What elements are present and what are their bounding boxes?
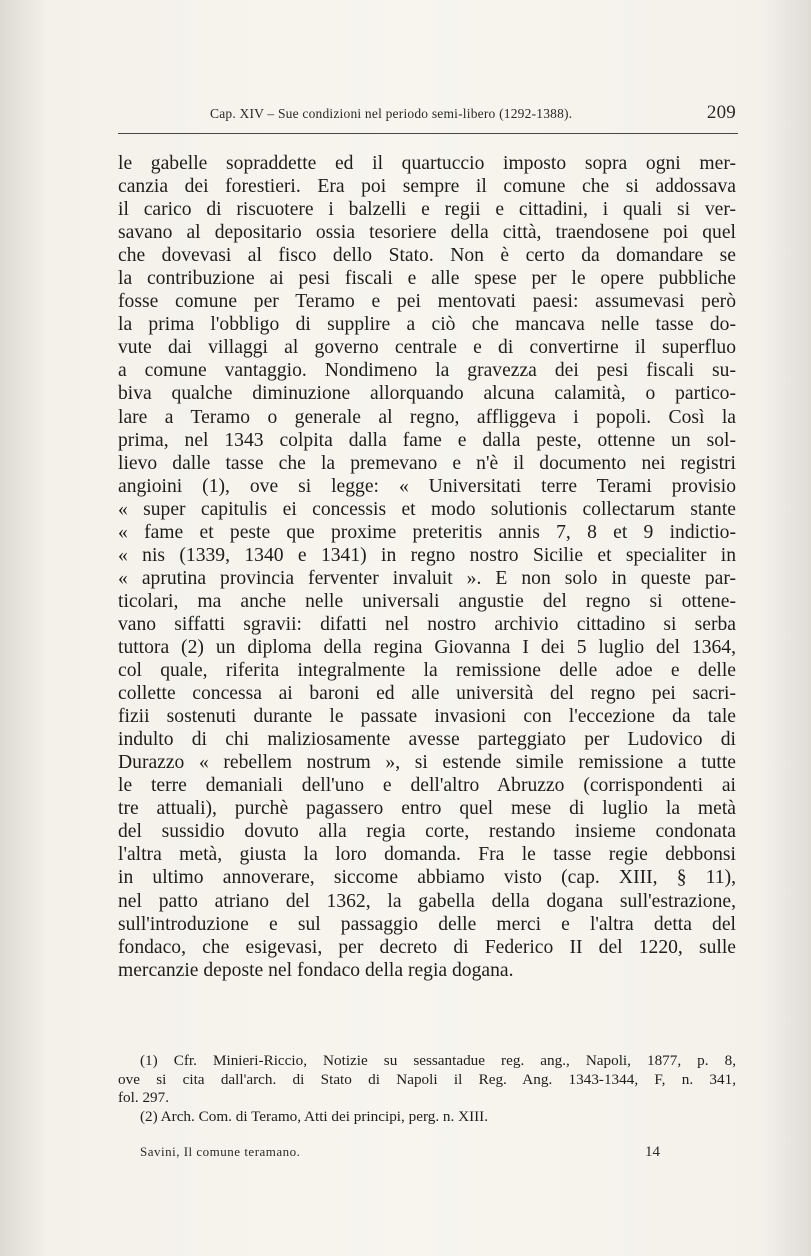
text-line: col quale, riferita integralmente la remissione delle adoe e delle <box>118 660 736 682</box>
footnotes <box>118 1052 736 1126</box>
text-line: che dovevasi al fisco dello Stato. Non è certo da domandare se <box>118 245 736 267</box>
text-line: ticolari, ma anche nelle universali angustie del regno si ottene- <box>118 590 736 612</box>
text-line: « super capitulis ei concessis et modo solutionis collectarum stante <box>118 498 736 520</box>
text-line: « aprutina provincia ferventer invaluit ». E non solo in queste par- <box>118 567 736 589</box>
page-number: 209 <box>706 102 736 123</box>
text-line: il carico di riscuotere i balzelli e regii e cittadini, i quali si ver- <box>118 199 736 221</box>
text-line: tre attuali), purchè pagassero entro quel mese di luglio la metà <box>118 798 736 820</box>
text-line: la contribuzione ai pesi fiscali e alle spese per le opere pubbliche <box>118 268 736 290</box>
text-line: fosse comune per Teramo e pei mentovati paesi: assumevasi però <box>118 291 736 313</box>
text-line: biva qualche diminuzione allorquando alcuna calamità, o partico- <box>118 383 736 405</box>
text-line: la prima l'obbligo di supplire a ciò che mancava nelle tasse do- <box>118 314 736 336</box>
footnote-line: (1) Cfr. Minieri-Riccio, Notizie su sessantadue reg. ang., Napoli, 1877, p. 8, <box>140 1052 736 1069</box>
text-line: vano siffatti sgravii: difatti nel nostro archivio cittadino si serba <box>118 613 736 635</box>
text-line: collette concessa ai baroni ed alle università del regno pei sacri- <box>118 683 736 705</box>
footnote-line: fol. 297. <box>118 1089 170 1106</box>
signature-author: Savini, Il comune teramano. <box>140 1144 301 1159</box>
text-line: le terre demaniali dell'uno e dell'altro Abruzzo (corrispondenti ai <box>118 775 736 797</box>
body-text <box>118 152 736 982</box>
text-line: « nis (1339, 1340 e 1341) in regno nostro Sicilie et specialiter in <box>118 544 736 566</box>
text-line: lievo dalle tasse che la premevano e n'è il documento nei registri <box>118 452 736 474</box>
header-rule <box>118 133 738 134</box>
text-line: mercanzie deposte nel fondaco della regia dogana. <box>118 959 514 981</box>
text-line: in ultimo annoverare, siccome abbiamo visto (cap. XIII, § 11), <box>118 867 736 889</box>
text-line: nel patto atriano del 1362, la gabella della dogana sull'estrazione, <box>118 890 736 912</box>
chapter-header-title: Cap. XIV – Sue condizioni nel periodo semi-libero (1292-1388). <box>210 106 573 121</box>
text-line: tuttora (2) un diploma della regina Giovanna I dei 5 luglio del 1364, <box>118 636 736 658</box>
footnote-line: (2) Arch. Com. di Teramo, Atti dei principi, perg. n. XIII. <box>140 1107 489 1125</box>
text-line: fizii sostenuti durante le passate invasioni con l'eccezione da tale <box>118 706 736 728</box>
text-line: del sussidio dovuto alla regia corte, restando insieme condonata <box>118 821 736 843</box>
text-line: lare a Teramo o generale al regno, affliggeva i popoli. Così la <box>118 406 736 428</box>
text-line: savano al depositario ossia tesoriere della città, traendosene poi quel <box>118 222 736 244</box>
text-line: angioini (1), ove si legge: « Universitati terre Terami provisio <box>118 475 736 497</box>
printer-signature <box>140 1144 660 1164</box>
text-line: canzia dei forestieri. Era poi sempre il comune che si addossava <box>118 176 736 198</box>
text-line: indulto di chi maliziosamente avesse parteggiato per Ludovico di <box>118 729 736 751</box>
text-line: le gabelle sopraddette ed il quartuccio imposto sopra ogni mer- <box>118 153 736 174</box>
text-line: prima, nel 1343 colpita dalla fame e dalla peste, ottenne un sol- <box>118 429 736 451</box>
text-line: Durazzo « rebellem nostrum », si estende simile remissione a tutte <box>118 752 736 774</box>
text-line: « fame et peste que proxime preteritis annis 7, 8 et 9 indictio- <box>118 521 736 543</box>
text-line: l'altra metà, giusta la loro domanda. Fra le tasse regie debbonsi <box>118 844 736 866</box>
signature-sheet-number: 14 <box>645 1144 660 1160</box>
text-line: sull'introduzione e sul passaggio delle merci e l'altra detta del <box>118 913 736 935</box>
running-header <box>118 104 736 128</box>
text-line: vute dai villaggi al governo centrale e di convertirne il superfluo <box>118 337 736 359</box>
footnote-line: ove si cita dall'arch. di Stato di Napoli il Reg. Ang. 1343-1344, F, n. 341, <box>118 1070 736 1088</box>
text-line: fondaco, che esigevasi, per decreto di Federico II del 1220, sulle <box>118 936 736 958</box>
text-line: a comune vantaggio. Nondimeno la gravezza dei pesi fiscali su- <box>118 360 736 382</box>
